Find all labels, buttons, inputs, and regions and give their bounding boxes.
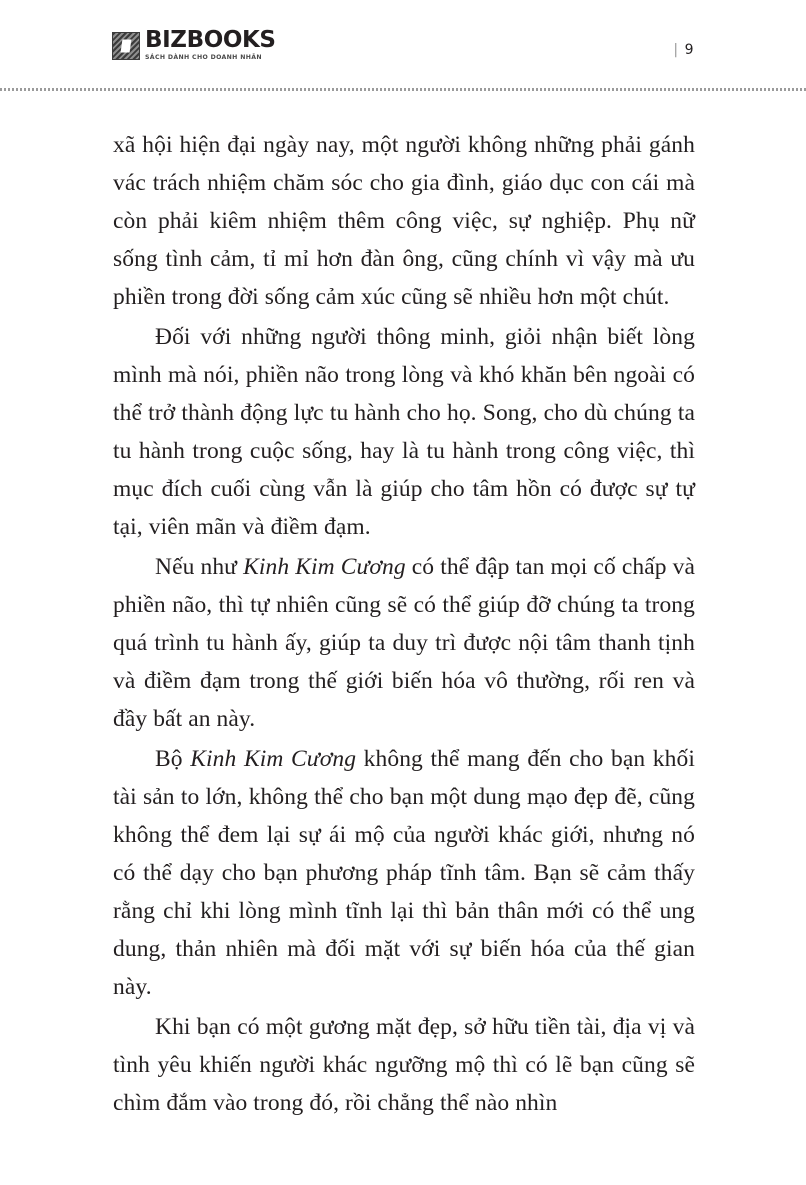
logo-tagline: SÁCH DÀNH CHO DOANH NHÂN <box>145 54 262 61</box>
text-run: Nếu như <box>155 554 244 580</box>
page-number-value: 9 <box>684 42 694 58</box>
text-run: Bộ <box>155 746 191 772</box>
text-run: Đối với những người thông minh, giỏi nhận biết lòng mình mà nói, phiền não trong lòng và khó khăn bên ngoài có thể trở thành động lực tu hành cho họ. Song, cho dù chúng ta tu hành trong cuộc sống, hay là tu hành trong công việc, thì mục đích cuối cùng vẫn là giúp cho tâm hồn có được sự tự tại, viên mãn và điềm đạm. <box>113 324 695 540</box>
bizbooks-logo-icon <box>112 32 140 60</box>
page-header <box>112 28 694 80</box>
book-title-italic: Kinh Kim Cương <box>243 554 406 580</box>
header-divider <box>0 88 806 91</box>
page-number-separator: | <box>673 42 679 58</box>
text-run: xã hội hiện đại ngày nay, một người không những phải gánh vác trách nhiệm chăm sóc cho gia đình, giáo dục con cái mà còn phải kiêm nhiệm thêm công việc, sự nghiệp. Phụ nữ sống tình cảm, tỉ mỉ hơn đàn ông, cũng chính vì vậy mà ưu phiền trong đời sống cảm xúc cũng sẽ nhiều hơn một chút. <box>113 132 695 310</box>
bizbooks-logo <box>112 28 276 62</box>
logo-wordmark: BIZBOOKS <box>145 27 276 53</box>
text-run: có thể đập tan mọi cố chấp và phiền não, thì tự nhiên cũng sẽ có thể giúp đỡ chúng ta trong quá trình tu hành ấy, giúp ta duy trì được nội tâm thanh tịnh và điềm đạm trong thế giới biến hóa vô thường, rối ren và đầy bất an này. <box>113 554 696 732</box>
bizbooks-logo-text <box>145 28 276 62</box>
paragraph <box>113 548 695 738</box>
paragraph <box>113 318 695 546</box>
paragraph <box>113 126 695 316</box>
paragraph <box>113 740 695 1006</box>
paragraph <box>113 1008 695 1122</box>
book-title-italic: Kinh Kim Cương <box>190 746 357 772</box>
page-body-text <box>113 126 695 1124</box>
text-run: Khi bạn có một gương mặt đẹp, sở hữu tiền tài, địa vị và tình yêu khiến người khác ngưỡng mộ thì có lẽ bạn cũng sẽ chìm đắm vào trong đó, rồi chẳng thể nào nhìn <box>113 1014 695 1116</box>
text-run: không thể mang đến cho bạn khối tài sản to lớn, không thể cho bạn một dung mạo đẹp đẽ, cũng không thể đem lại sự ái mộ của người khác giới, nhưng nó có thể dạy cho bạn phương pháp tĩnh tâm. Bạn sẽ cảm thấy rằng chỉ khi lòng mình tĩnh lại thì bản thân mới có thể ung dung, thản nhiên mà đối mặt với sự biến hóa của thế gian này. <box>113 746 695 1000</box>
page-number <box>673 42 694 58</box>
